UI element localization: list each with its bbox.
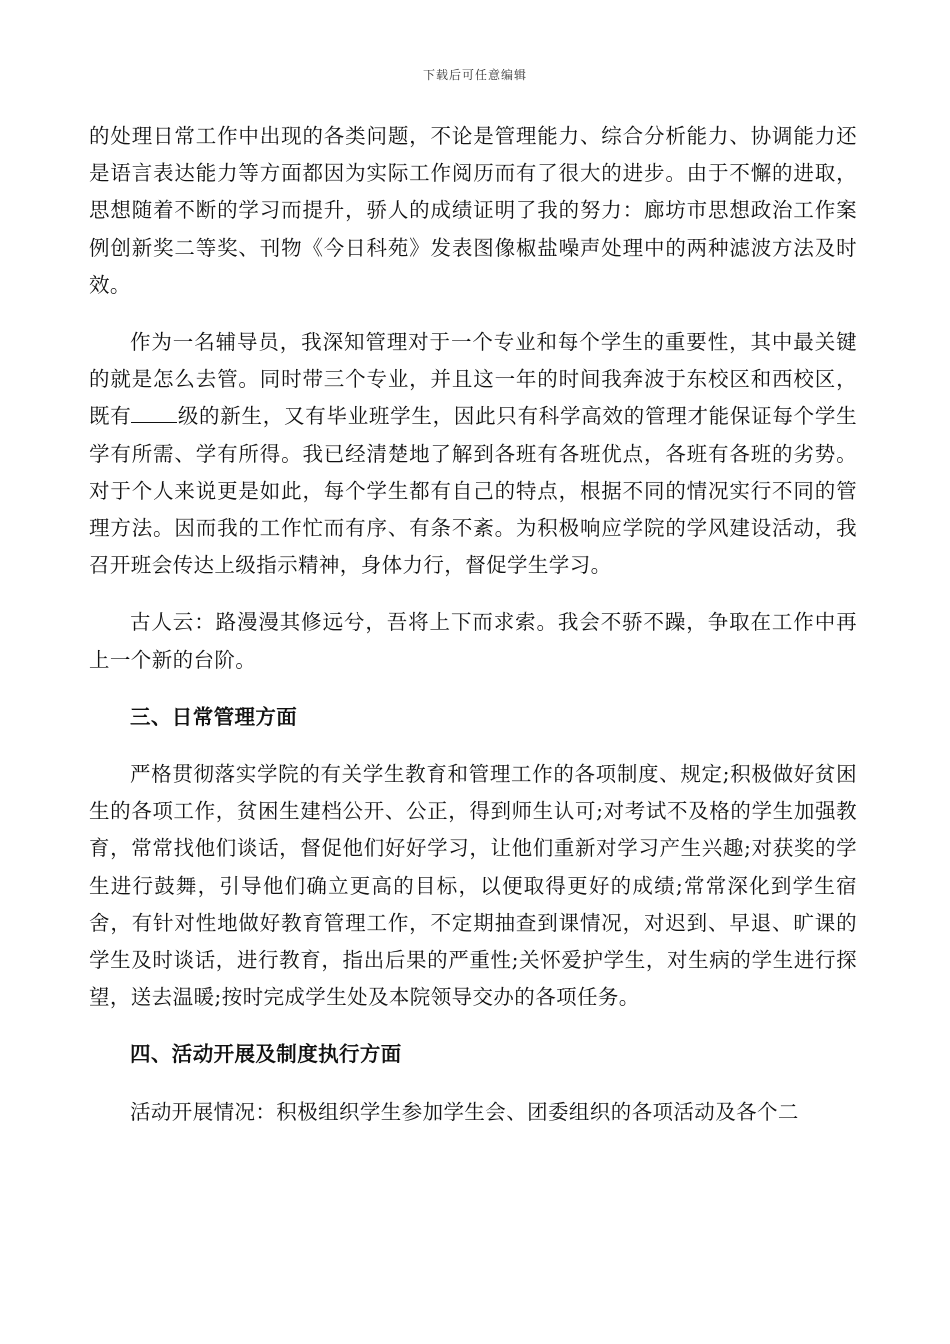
document-body xyxy=(89,118,857,1131)
paragraph-activities: 活动开展情况：积极组织学生参加学生会、团委组织的各项活动及各个二 xyxy=(130,1099,799,1124)
paragraph-gap xyxy=(89,1074,857,1094)
paragraph-continuation: 的处理日常工作中出现的各类问题，不论是管理能力、综合分析能力、协调能力还是语言表达能力等方面都因为实际工作阅历而有了很大的进步。由于不懈的进取，思想随着不断的学习而提升，骄人的成绩证明了我的努力：廊坊市思想政治工作案例创新奖二等奖、刊物《今日科苑》发表图像椒盐噪声处理中的两种滤波方法及时效。 xyxy=(89,124,857,297)
section-heading-daily-management: 三、日常管理方面 xyxy=(130,704,298,729)
paragraph-gap xyxy=(89,304,857,324)
section-heading-activities: 四、活动开展及制度执行方面 xyxy=(130,1042,402,1067)
paragraph-counselor-management xyxy=(89,324,857,584)
page-header-note: 下载后可任意编辑 xyxy=(422,68,527,82)
paragraph-daily-management: 严格贯彻落实学院的有关学生教育和管理工作的各项制度、规定;积极做好贫困生的各项工作，贫困生建档公开、公正，得到师生认可;对考试不及格的学生加强教育，常常找他们谈话，督促他们好好学习，让他们重新对学习产生兴趣;对获奖的学生进行鼓舞，引导他们确立更高的目标，以便取得更好的成绩;常常深化到学生宿舍，有针对性地做好教育管理工作，不定期抽查到课情况，对迟到、早退、旷课的学生及时谈话，进行教育，指出后果的严重性;关怀爱护学生，对生病的学生进行探望，送去温暖;按时完成学生处及本院领导交办的各项任务。 xyxy=(89,762,857,1010)
paragraph-gap xyxy=(89,584,857,604)
paragraph-gap xyxy=(89,736,857,756)
paragraph-gap xyxy=(89,1016,857,1036)
paragraph-text-after-blank: 级的新生，又有毕业班学生，因此只有科学高效的管理才能保证每个学生学有所需、学有所得。我已经清楚地了解到各班有各班优点，各班有各班的劣势。对于个人来说更是如此，每个学生都有自己的特点，根据不同的情况实行不同的管理方法。因而我的工作忙而有序、有条不紊。为积极响应学院的学风建设活动，我召开班会传达上级指示精神，身体力行，督促学生学习。 xyxy=(89,404,857,578)
paragraph-quote: 古人云：路漫漫其修远兮，吾将上下而求索。我会不骄不躁，争取在工作中再上一个新的台阶。 xyxy=(89,610,857,672)
paragraph-text-before-blank: 作为一名辅导员，我深知管理对于一个专业和每个学生的重要性，其中最关键的就是怎么去管。同时带三个专业，并且这一年的时间我奔波于东校区和西校区，既有 xyxy=(89,330,857,429)
fill-in-blank xyxy=(131,404,177,423)
paragraph-gap xyxy=(89,679,857,699)
